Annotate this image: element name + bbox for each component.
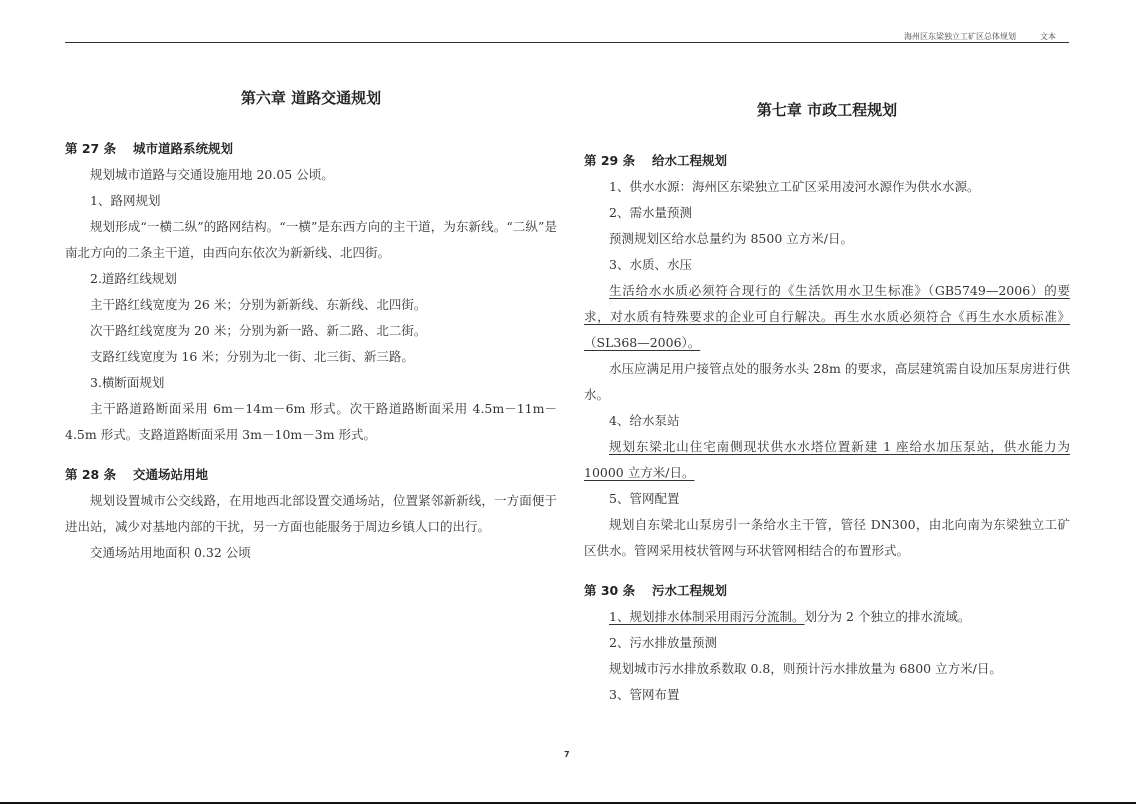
- paragraph: 3、水质、水压: [609, 257, 692, 272]
- article-27-heading: [65, 136, 557, 162]
- paragraph: 2、污水排放量预测: [609, 635, 717, 650]
- paragraph: 5、管网配置: [609, 491, 680, 506]
- left-column: [65, 84, 557, 566]
- article-title: 给水工程规划: [652, 153, 728, 168]
- paragraph: 规划形成“一横二纵”的路网结构。“一横”是东西方向的主干道，为东新线。“二纵”是南北方向的二条主干道，由西向东依次为新新线、北四街。: [65, 219, 557, 260]
- paragraph: 2.道路红线规划: [90, 271, 177, 286]
- paragraph: 水压应满足用户接管点处的服务水头 28m 的要求，高层建筑需自设加压泵房进行供水。: [584, 361, 1070, 402]
- article-number: 第 28 条: [65, 467, 117, 482]
- paragraph: 规划设置城市公交线路，在用地西北部设置交通场站，位置紧邻新新线，一方面便于进出站，减少对基地内部的干扰，另一方面也能服务于周边乡镇人口的出行。: [65, 493, 557, 534]
- footer-rule: [0, 802, 1136, 804]
- paragraph: 规划城市污水排放系数取 0.8，则预计污水排放量为 6800 立方米/日。: [609, 661, 1002, 676]
- paragraph: 规划城市道路与交通设施用地 20.05 公顷。: [90, 167, 334, 182]
- paragraph-text: 划分为 2 个独立的排水流域。: [804, 609, 971, 624]
- article-title: 城市道路系统规划: [133, 141, 234, 156]
- paragraph: 4、给水泵站: [609, 413, 680, 428]
- article-number: 第 29 条: [584, 153, 636, 168]
- paragraph: 支路红线宽度为 16 米；分别为北一街、北三街、新三路。: [90, 349, 414, 364]
- article-title: 交通场站用地: [133, 467, 209, 482]
- paragraph: 3.横断面规划: [90, 375, 165, 390]
- paragraph: 2、需水量预测: [609, 205, 692, 220]
- paragraph: 次干路红线宽度为 20 米；分别为新一路、新二路、北二街。: [90, 323, 427, 338]
- article-28-heading: [65, 462, 557, 488]
- paragraph: 1、路网规划: [90, 193, 161, 208]
- article-number: 第 27 条: [65, 141, 117, 156]
- paragraph: [584, 604, 1070, 630]
- article-29-heading: [584, 148, 1070, 174]
- paragraph: 交通场站用地面积 0.32 公顷: [90, 545, 251, 560]
- header-doc-type: 文本: [1040, 32, 1056, 41]
- article-title: 污水工程规划: [652, 583, 728, 598]
- header-doc-title: 海州区东梁独立工矿区总体规划: [904, 32, 1016, 41]
- underlined-paragraph: 生活给水水质必须符合现行的《生活饮用水卫生标准》（GB5749—2006）的要求，对水质有特殊要求的企业可自行解决。再生水水质必须符合《再生水水质标准》（SL368—2006）。: [584, 283, 1070, 350]
- paragraph: 规划自东梁北山泵房引一条给水主干管，管径 DN300，由北向南为东梁独立工矿区供水。管网采用枝状管网与环状管网相结合的布置形式。: [584, 517, 1070, 558]
- underlined-paragraph: 规划东梁北山住宅南侧现状供水水塔位置新建 1 座给水加压泵站，供水能力为 10000 立方米/日。: [584, 439, 1070, 480]
- article-number: 第 30 条: [584, 583, 636, 598]
- paragraph: 主干路红线宽度为 26 米；分别为新新线、东新线、北四街。: [90, 297, 427, 312]
- running-header: [904, 31, 1056, 42]
- article-30-heading: [584, 578, 1070, 604]
- right-column: [584, 96, 1070, 708]
- underlined-text: 1、规划排水体制采用雨污分流制。: [609, 609, 805, 624]
- paragraph: 预测规划区给水总量约为 8500 立方米/日。: [609, 231, 853, 246]
- paragraph: 1、供水水源：海州区东梁独立工矿区采用凌河水源作为供水水源。: [609, 179, 980, 194]
- paragraph: 3、管网布置: [609, 687, 680, 702]
- paragraph: 主干路道路断面采用 6m－14m－6m 形式。次干路道路断面采用 4.5m－11m－4.5m 形式。支路道路断面采用 3m－10m－3m 形式。: [65, 401, 557, 442]
- chapter-title-7: 第七章 市政工程规划: [756, 101, 898, 119]
- chapter-title-6: 第六章 道路交通规划: [240, 89, 382, 107]
- header-rule: [65, 42, 1069, 43]
- page-number: 7: [564, 750, 570, 759]
